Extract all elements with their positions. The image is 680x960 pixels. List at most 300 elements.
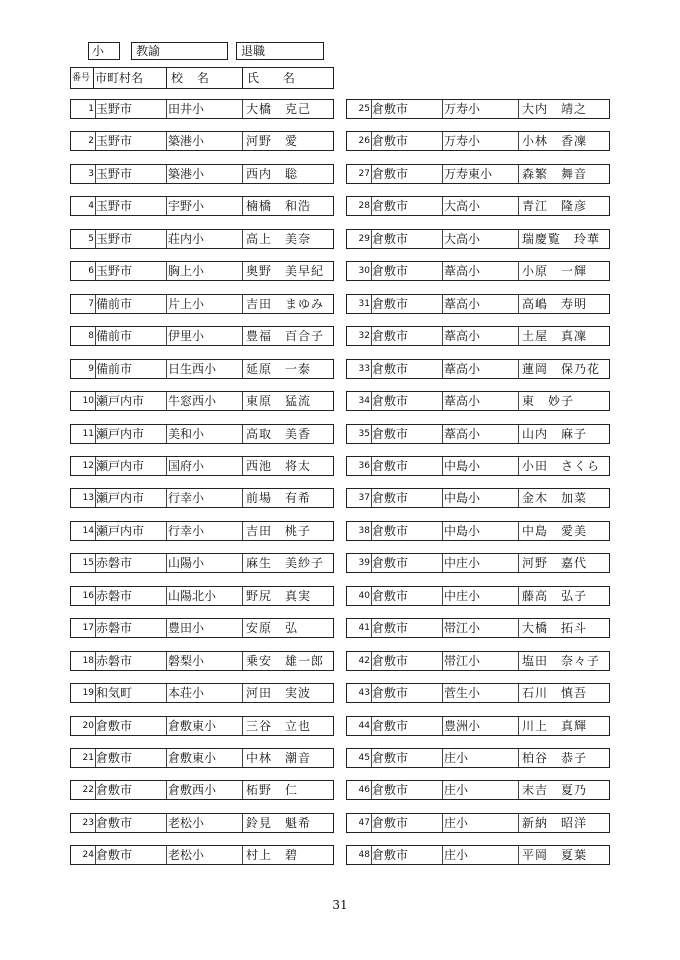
status-label: 退職 bbox=[236, 42, 324, 60]
cell-divider bbox=[371, 327, 372, 345]
cell-divider bbox=[518, 554, 519, 572]
row-school: 庄小 bbox=[444, 815, 469, 830]
cell-divider bbox=[518, 749, 519, 767]
row-name: 藤高 弘子 bbox=[522, 588, 588, 603]
cell-divider bbox=[242, 489, 243, 507]
row-name: 高取 美香 bbox=[246, 426, 312, 441]
cell-divider bbox=[371, 197, 372, 215]
cell-divider bbox=[166, 522, 167, 540]
row-number: 18 bbox=[82, 655, 94, 666]
cell-divider bbox=[95, 425, 96, 443]
cell-divider bbox=[518, 684, 519, 702]
row-number: 48 bbox=[358, 850, 370, 861]
cell-divider bbox=[371, 392, 372, 410]
cell-divider bbox=[518, 262, 519, 280]
row-city: 玉野市 bbox=[96, 199, 133, 214]
row-school: 田井小 bbox=[168, 102, 205, 116]
cell-divider bbox=[442, 587, 443, 605]
row-school: 本荘小 bbox=[168, 686, 205, 701]
row-number: 44 bbox=[358, 720, 370, 731]
table-row bbox=[70, 456, 334, 476]
row-city: 倉敷市 bbox=[372, 166, 409, 181]
row-school: 築港小 bbox=[168, 166, 205, 181]
cell-divider bbox=[442, 197, 443, 215]
table-row bbox=[70, 391, 334, 411]
row-city: 倉敷市 bbox=[372, 199, 409, 214]
row-name: 大橋 克己 bbox=[246, 102, 312, 116]
cell-divider bbox=[166, 489, 167, 507]
cell-divider bbox=[518, 587, 519, 605]
row-name: 乗安 雄一郎 bbox=[246, 653, 325, 668]
cell-divider bbox=[242, 846, 243, 864]
row-name: 平岡 夏葉 bbox=[522, 848, 588, 863]
cell-divider bbox=[242, 230, 243, 248]
row-number: 10 bbox=[82, 396, 94, 407]
column-divider bbox=[166, 68, 167, 88]
row-name: 森繁 舞音 bbox=[522, 166, 588, 181]
row-city: 倉敷市 bbox=[372, 751, 409, 765]
row-school: 中島小 bbox=[444, 491, 481, 506]
row-city: 倉敷市 bbox=[372, 361, 409, 376]
cell-divider bbox=[442, 652, 443, 670]
cell-divider bbox=[442, 425, 443, 443]
row-city: 瀬戸内市 bbox=[96, 523, 145, 538]
cell-divider bbox=[95, 262, 96, 280]
table-row bbox=[346, 586, 610, 606]
row-number: 35 bbox=[358, 428, 370, 439]
table-row bbox=[346, 488, 610, 508]
cell-divider bbox=[95, 522, 96, 540]
row-name: 小田 さくら bbox=[522, 458, 601, 473]
cell-divider bbox=[442, 457, 443, 475]
row-school: 倉敷西小 bbox=[168, 783, 217, 798]
row-city: 倉敷市 bbox=[372, 296, 409, 311]
row-name: 新納 昭洋 bbox=[522, 815, 588, 830]
row-name: 延原 一泰 bbox=[246, 361, 312, 376]
row-city: 玉野市 bbox=[96, 264, 133, 279]
row-number: 22 bbox=[82, 785, 94, 796]
cell-divider bbox=[518, 295, 519, 313]
cell-divider bbox=[95, 230, 96, 248]
row-school: 片上小 bbox=[168, 296, 205, 311]
row-city: 倉敷市 bbox=[96, 718, 133, 733]
row-name: 奥野 美早紀 bbox=[246, 264, 325, 279]
row-number: 16 bbox=[82, 590, 94, 601]
row-school: 大高小 bbox=[444, 231, 481, 246]
row-school: 中島小 bbox=[444, 458, 481, 473]
row-school: 倉敷東小 bbox=[168, 751, 217, 765]
column-header-name: 氏 名 bbox=[247, 71, 305, 85]
cell-divider bbox=[442, 132, 443, 150]
cell-divider bbox=[242, 717, 243, 735]
row-number: 2 bbox=[88, 136, 94, 147]
column-header-number: 番号 bbox=[72, 73, 91, 83]
cell-divider bbox=[95, 327, 96, 345]
table-row bbox=[70, 424, 334, 444]
row-name: 鈴見 魁希 bbox=[246, 815, 312, 830]
cell-divider bbox=[518, 392, 519, 410]
cell-divider bbox=[442, 846, 443, 864]
row-city: 倉敷市 bbox=[372, 848, 409, 863]
row-number: 41 bbox=[358, 623, 370, 634]
cell-divider bbox=[166, 717, 167, 735]
cell-divider bbox=[442, 717, 443, 735]
row-school: 宇野小 bbox=[168, 199, 205, 214]
row-number: 47 bbox=[358, 817, 370, 828]
table-row bbox=[346, 196, 610, 216]
cell-divider bbox=[442, 262, 443, 280]
row-name: 河田 実波 bbox=[246, 686, 312, 701]
cell-divider bbox=[442, 781, 443, 799]
table-row bbox=[346, 261, 610, 281]
cell-divider bbox=[442, 619, 443, 637]
cell-divider bbox=[518, 197, 519, 215]
row-city: 倉敷市 bbox=[372, 523, 409, 538]
table-row bbox=[70, 683, 334, 703]
row-city: 倉敷市 bbox=[372, 394, 409, 409]
cell-divider bbox=[166, 197, 167, 215]
cell-divider bbox=[242, 132, 243, 150]
cell-divider bbox=[442, 489, 443, 507]
cell-divider bbox=[166, 781, 167, 799]
cell-divider bbox=[95, 489, 96, 507]
cell-divider bbox=[95, 554, 96, 572]
row-city: 赤磐市 bbox=[96, 556, 133, 571]
table-row bbox=[346, 521, 610, 541]
cell-divider bbox=[166, 652, 167, 670]
cell-divider bbox=[242, 522, 243, 540]
row-name: 三谷 立也 bbox=[246, 718, 312, 733]
row-number: 45 bbox=[358, 753, 370, 763]
row-number: 21 bbox=[82, 753, 94, 763]
row-name: 村上 碧 bbox=[246, 848, 299, 863]
cell-divider bbox=[442, 230, 443, 248]
row-name: 麻生 美紗子 bbox=[246, 556, 325, 571]
row-school: 万寿東小 bbox=[444, 166, 493, 181]
row-name: 吉田 桃子 bbox=[246, 523, 312, 538]
cell-divider bbox=[242, 262, 243, 280]
row-number: 37 bbox=[358, 493, 370, 504]
row-city: 赤磐市 bbox=[96, 621, 133, 636]
row-city: 倉敷市 bbox=[372, 102, 409, 116]
cell-divider bbox=[371, 814, 372, 832]
row-number: 1 bbox=[88, 104, 94, 114]
cell-divider bbox=[518, 522, 519, 540]
row-school: 中庄小 bbox=[444, 556, 481, 571]
row-city: 倉敷市 bbox=[372, 783, 409, 798]
cell-divider bbox=[95, 781, 96, 799]
row-name: 高上 美奈 bbox=[246, 231, 312, 246]
row-number: 39 bbox=[358, 558, 370, 569]
cell-divider bbox=[371, 846, 372, 864]
row-number: 34 bbox=[358, 396, 370, 407]
table-row bbox=[346, 391, 610, 411]
row-name: 蓮岡 保乃花 bbox=[522, 361, 601, 376]
cell-divider bbox=[166, 846, 167, 864]
cell-divider bbox=[442, 554, 443, 572]
column-header-row bbox=[70, 67, 334, 89]
row-number: 8 bbox=[88, 331, 94, 342]
table-row bbox=[346, 651, 610, 671]
row-school: 老松小 bbox=[168, 848, 205, 863]
cell-divider bbox=[371, 360, 372, 378]
cell-divider bbox=[242, 587, 243, 605]
cell-divider bbox=[442, 327, 443, 345]
row-city: 倉敷市 bbox=[372, 329, 409, 344]
row-school: 葦高小 bbox=[444, 394, 481, 409]
table-row bbox=[70, 131, 334, 151]
column-divider bbox=[242, 68, 243, 88]
cell-divider bbox=[242, 197, 243, 215]
cell-divider bbox=[442, 392, 443, 410]
row-number: 14 bbox=[82, 525, 94, 536]
cell-divider bbox=[371, 619, 372, 637]
row-school: 磐梨小 bbox=[168, 653, 205, 668]
row-name: 柏谷 恭子 bbox=[522, 751, 588, 765]
cell-divider bbox=[166, 457, 167, 475]
row-city: 瀬戸内市 bbox=[96, 426, 145, 441]
row-number: 23 bbox=[82, 817, 94, 828]
row-city: 倉敷市 bbox=[372, 426, 409, 441]
cell-divider bbox=[371, 165, 372, 183]
row-school: 庄小 bbox=[444, 783, 469, 798]
cell-divider bbox=[95, 587, 96, 605]
cell-divider bbox=[166, 100, 167, 118]
row-number: 17 bbox=[82, 623, 94, 634]
row-number: 12 bbox=[82, 460, 94, 471]
cell-divider bbox=[518, 327, 519, 345]
row-number: 30 bbox=[358, 266, 370, 277]
row-city: 倉敷市 bbox=[372, 718, 409, 733]
row-number: 6 bbox=[88, 266, 94, 277]
row-name: 高嶋 寿明 bbox=[522, 296, 588, 311]
cell-divider bbox=[371, 684, 372, 702]
cell-divider bbox=[371, 230, 372, 248]
table-row bbox=[70, 845, 334, 865]
row-city: 倉敷市 bbox=[372, 815, 409, 830]
cell-divider bbox=[242, 165, 243, 183]
row-school: 葦高小 bbox=[444, 264, 481, 279]
table-row bbox=[346, 845, 610, 865]
row-number: 20 bbox=[82, 720, 94, 731]
row-school: 豊田小 bbox=[168, 621, 205, 636]
row-city: 倉敷市 bbox=[372, 458, 409, 473]
table-row bbox=[70, 99, 334, 119]
cell-divider bbox=[95, 165, 96, 183]
row-school: 牛窓西小 bbox=[168, 394, 217, 409]
row-school: 菅生小 bbox=[444, 686, 481, 701]
cell-divider bbox=[371, 262, 372, 280]
row-city: 倉敷市 bbox=[372, 231, 409, 246]
cell-divider bbox=[518, 425, 519, 443]
row-city: 倉敷市 bbox=[96, 848, 133, 863]
row-number: 5 bbox=[88, 233, 94, 244]
cell-divider bbox=[95, 652, 96, 670]
cell-divider bbox=[95, 295, 96, 313]
table-row bbox=[346, 99, 610, 119]
table-row bbox=[70, 521, 334, 541]
table-row bbox=[346, 326, 610, 346]
row-number: 38 bbox=[358, 525, 370, 536]
row-number: 15 bbox=[82, 558, 94, 569]
page-number: 31 bbox=[332, 898, 348, 912]
row-number: 11 bbox=[82, 428, 94, 439]
table-row bbox=[346, 229, 610, 249]
table-row bbox=[346, 553, 610, 573]
row-name: 西内 聡 bbox=[246, 166, 299, 181]
cell-divider bbox=[95, 392, 96, 410]
row-number: 26 bbox=[358, 136, 370, 147]
row-school: 葦高小 bbox=[444, 426, 481, 441]
row-name: 山内 麻子 bbox=[522, 426, 588, 441]
cell-divider bbox=[242, 100, 243, 118]
column-header-school: 校 名 bbox=[171, 71, 214, 85]
cell-divider bbox=[166, 295, 167, 313]
row-number: 40 bbox=[358, 590, 370, 601]
row-name: 東 妙子 bbox=[522, 394, 575, 409]
cell-divider bbox=[95, 749, 96, 767]
cell-divider bbox=[166, 360, 167, 378]
cell-divider bbox=[371, 554, 372, 572]
row-name: 大内 靖之 bbox=[522, 102, 588, 116]
cell-divider bbox=[242, 652, 243, 670]
table-row bbox=[70, 326, 334, 346]
cell-divider bbox=[166, 619, 167, 637]
row-city: 和気町 bbox=[96, 686, 133, 701]
row-name: 西池 将太 bbox=[246, 458, 312, 473]
row-number: 9 bbox=[88, 363, 94, 374]
row-name: 末吉 夏乃 bbox=[522, 783, 588, 798]
table-row bbox=[70, 748, 334, 768]
cell-divider bbox=[95, 814, 96, 832]
row-number: 19 bbox=[82, 688, 94, 699]
cell-divider bbox=[518, 132, 519, 150]
cell-divider bbox=[518, 717, 519, 735]
row-name: 吉田 まゆみ bbox=[246, 296, 325, 311]
cell-divider bbox=[518, 360, 519, 378]
row-school: 庄小 bbox=[444, 848, 469, 863]
row-city: 倉敷市 bbox=[372, 621, 409, 636]
cell-divider bbox=[442, 360, 443, 378]
cell-divider bbox=[442, 295, 443, 313]
column-header-city: 市町村名 bbox=[95, 71, 144, 85]
cell-divider bbox=[95, 100, 96, 118]
cell-divider bbox=[95, 132, 96, 150]
row-name: 小林 香凜 bbox=[522, 134, 588, 149]
row-school: 葦高小 bbox=[444, 296, 481, 311]
row-school: 伊里小 bbox=[168, 329, 205, 344]
row-city: 赤磐市 bbox=[96, 588, 133, 603]
cell-divider bbox=[371, 100, 372, 118]
row-school: 荘内小 bbox=[168, 231, 205, 246]
row-school: 万寿小 bbox=[444, 134, 481, 149]
row-number: 31 bbox=[358, 298, 370, 309]
row-name: 川上 真輝 bbox=[522, 718, 588, 733]
cell-divider bbox=[442, 684, 443, 702]
table-row bbox=[70, 229, 334, 249]
row-city: 瀬戸内市 bbox=[96, 491, 145, 506]
table-row bbox=[70, 651, 334, 671]
table-row bbox=[346, 164, 610, 184]
row-school: 行幸小 bbox=[168, 523, 205, 538]
cell-divider bbox=[242, 554, 243, 572]
row-name: 中島 愛美 bbox=[522, 523, 588, 538]
row-city: 倉敷市 bbox=[372, 686, 409, 701]
table-row bbox=[346, 456, 610, 476]
row-number: 4 bbox=[88, 201, 94, 212]
row-name: 河野 嘉代 bbox=[522, 556, 588, 571]
row-number: 33 bbox=[358, 363, 370, 374]
row-city: 玉野市 bbox=[96, 231, 133, 246]
cell-divider bbox=[166, 749, 167, 767]
table-row bbox=[346, 780, 610, 800]
cell-divider bbox=[518, 814, 519, 832]
row-school: 美和小 bbox=[168, 426, 205, 441]
category-level-label: 小 bbox=[88, 42, 120, 60]
row-city: 倉敷市 bbox=[372, 653, 409, 668]
cell-divider bbox=[166, 587, 167, 605]
cell-divider bbox=[442, 814, 443, 832]
row-name: 土屋 真凜 bbox=[522, 329, 588, 344]
cell-divider bbox=[242, 425, 243, 443]
cell-divider bbox=[166, 392, 167, 410]
row-school: 国府小 bbox=[168, 458, 205, 473]
row-school: 大高小 bbox=[444, 199, 481, 214]
table-row bbox=[70, 813, 334, 833]
row-city: 倉敷市 bbox=[96, 783, 133, 798]
cell-divider bbox=[371, 749, 372, 767]
row-name: 河野 愛 bbox=[246, 134, 299, 149]
row-number: 46 bbox=[358, 785, 370, 796]
row-name: 小原 一輝 bbox=[522, 264, 588, 279]
cell-divider bbox=[371, 457, 372, 475]
table-row bbox=[70, 780, 334, 800]
cell-divider bbox=[371, 652, 372, 670]
row-city: 倉敷市 bbox=[372, 491, 409, 506]
row-name: 安原 弘 bbox=[246, 621, 299, 636]
row-school: 築港小 bbox=[168, 134, 205, 149]
cell-divider bbox=[518, 489, 519, 507]
row-city: 赤磐市 bbox=[96, 653, 133, 668]
cell-divider bbox=[166, 262, 167, 280]
row-city: 玉野市 bbox=[96, 134, 133, 149]
table-row bbox=[70, 261, 334, 281]
cell-divider bbox=[371, 522, 372, 540]
cell-divider bbox=[242, 392, 243, 410]
table-row bbox=[346, 294, 610, 314]
row-city: 玉野市 bbox=[96, 102, 133, 116]
cell-divider bbox=[442, 749, 443, 767]
row-number: 7 bbox=[88, 298, 94, 309]
cell-divider bbox=[442, 100, 443, 118]
cell-divider bbox=[95, 717, 96, 735]
row-city: 倉敷市 bbox=[372, 264, 409, 279]
cell-divider bbox=[166, 327, 167, 345]
cell-divider bbox=[371, 425, 372, 443]
cell-divider bbox=[371, 132, 372, 150]
cell-divider bbox=[95, 846, 96, 864]
row-name: 青江 隆彦 bbox=[522, 199, 588, 214]
row-number: 29 bbox=[358, 233, 370, 244]
cell-divider bbox=[518, 846, 519, 864]
cell-divider bbox=[95, 619, 96, 637]
row-school: 日生西小 bbox=[168, 361, 217, 376]
row-number: 43 bbox=[358, 688, 370, 699]
row-name: 前場 有希 bbox=[246, 491, 312, 506]
row-school: 倉敷東小 bbox=[168, 718, 217, 733]
row-city: 備前市 bbox=[96, 296, 133, 311]
row-city: 瀬戸内市 bbox=[96, 394, 145, 409]
